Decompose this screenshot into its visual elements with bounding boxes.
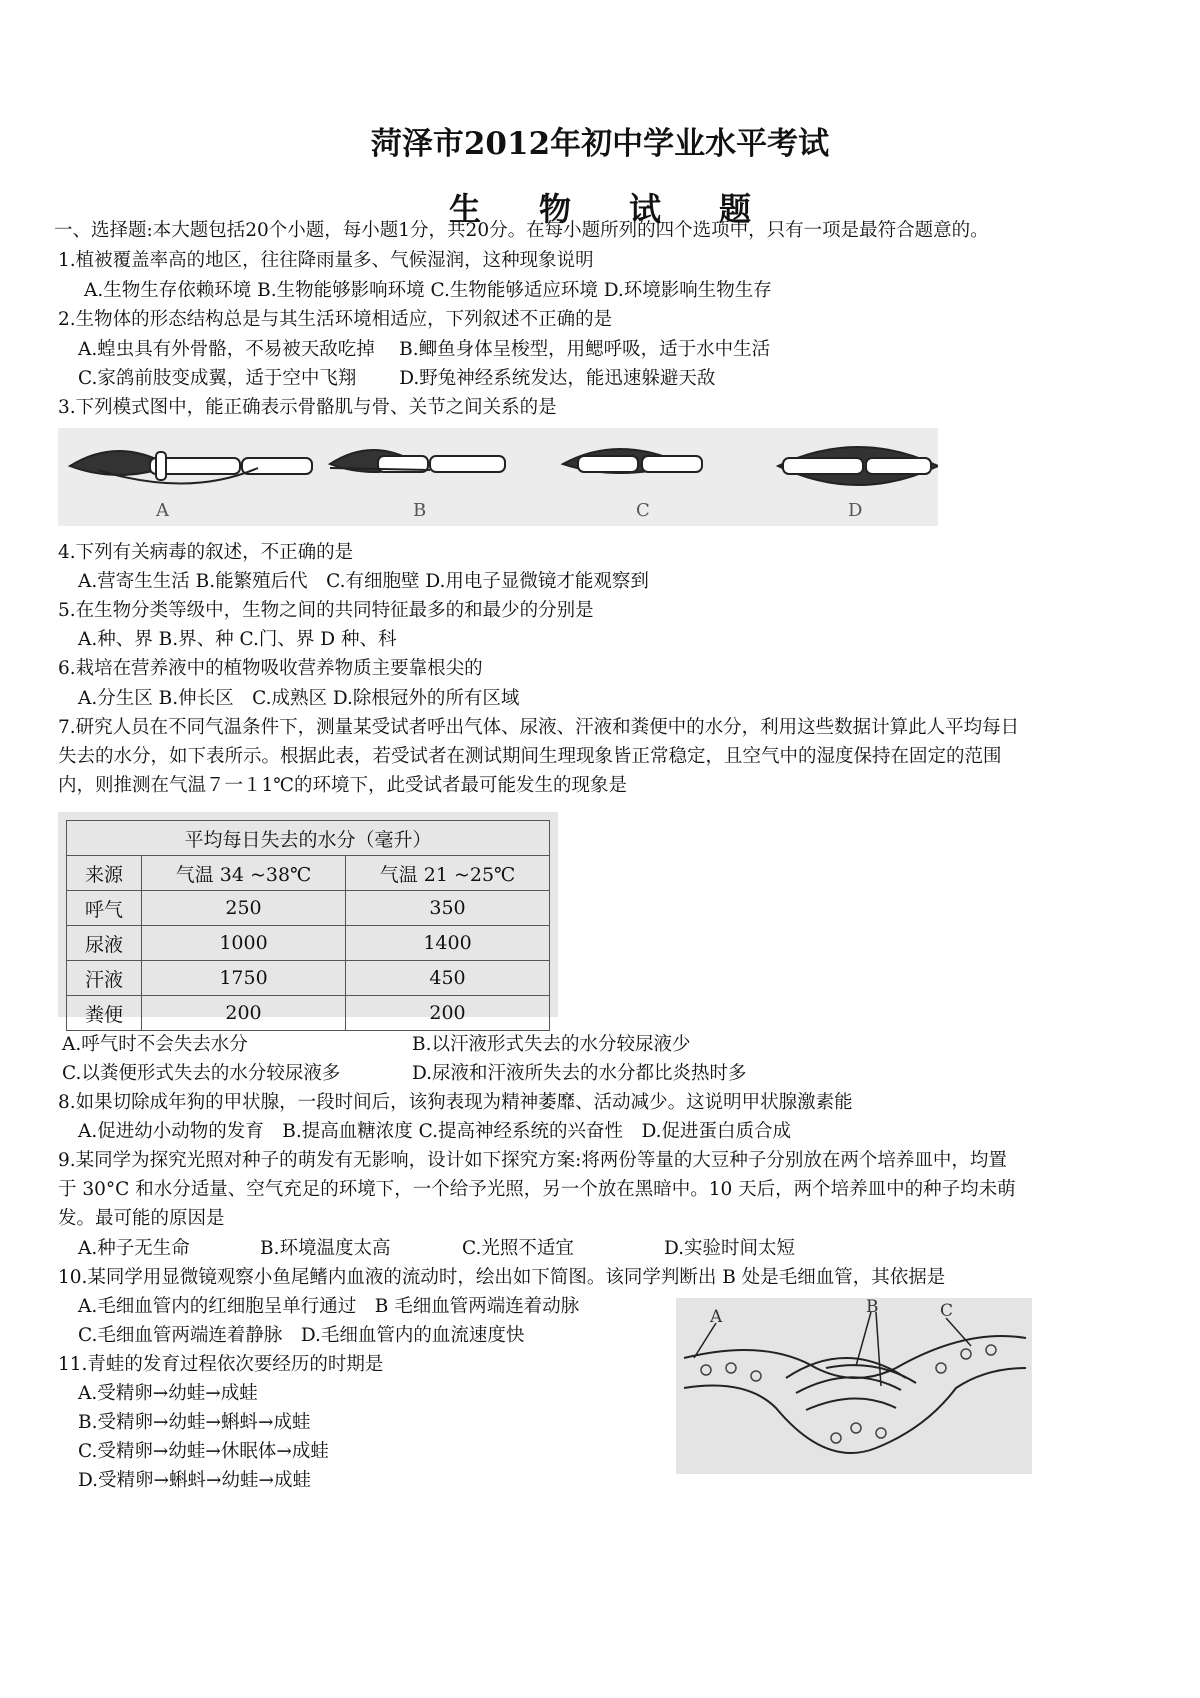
- q2-options-1: A.蝗虫具有外骨骼，不易被天敌吃掉 B.鲫鱼身体呈梭型，用鳃呼吸，适于水中生活: [78, 339, 771, 360]
- table-cell: 200: [142, 996, 346, 1031]
- q11-option-c: C.受精卵→幼蛙→休眠体→成蛙: [78, 1441, 329, 1462]
- q11-option-d: D.受精卵→蝌蚪→幼蛙→成蛙: [78, 1470, 312, 1491]
- q8-options: A.促进幼小动物的发育 B.提高血糖浓度 C.提高神经系统的兴奋性 D.促进蛋白质合成: [78, 1121, 792, 1142]
- table-caption: 平均每日失去的水分（毫升）: [67, 821, 550, 856]
- q5-stem: 5.在生物分类等级中，生物之间的共同特征最多的和最少的分别是: [58, 600, 594, 621]
- fig-label-c: C: [636, 500, 650, 521]
- q11-stem: 11.青蛙的发育过程依次要经历的时期是: [58, 1354, 384, 1375]
- q2-options-2: C.家鸽前肢变成翼，适于空中飞翔 D.野兔神经系统发达，能迅速躲避天敌: [78, 368, 716, 389]
- table-row: [67, 961, 550, 996]
- table-cell: 200: [346, 996, 550, 1031]
- table-cell: 250: [142, 891, 346, 926]
- q9-stem-2: 于 30°C 和水分适量、空气充足的环境下，一个给予光照，另一个放在黑暗中。10 天后，两个培养皿中的种子均未萌: [58, 1179, 1016, 1200]
- table-cell: 350: [346, 891, 550, 926]
- fig-label-b: B: [413, 500, 427, 521]
- q1-stem: 1.植被覆盖率高的地区，往往降雨量多、气候湿润，这种现象说明: [58, 250, 594, 271]
- fig-label-a: A: [156, 500, 169, 521]
- table-row: [67, 891, 550, 926]
- table-cell: 呼气: [67, 891, 142, 926]
- table-header: 气温 21 ~25℃: [346, 856, 550, 891]
- q7-option-b: B.以汗液形式失去的水分较尿液少: [412, 1034, 691, 1055]
- capillary-label-c: C: [940, 1301, 954, 1321]
- q4-stem: 4.下列有关病毒的叙述，不正确的是: [58, 542, 354, 563]
- q8-stem: 8.如果切除成年狗的甲状腺，一段时间后，该狗表现为精神萎靡、活动减少。这说明甲状腺激素能: [58, 1092, 853, 1113]
- table-header: 气温 34 ~38℃: [142, 856, 346, 891]
- capillary-label-a: A: [710, 1307, 723, 1327]
- q7-stem-3: 内，则推测在气温７一１1℃的环境下，此受试者最可能发生的现象是: [58, 775, 627, 796]
- q2-stem: 2.生物体的形态结构总是与其生活环境相适应，下列叙述不正确的是: [58, 309, 613, 330]
- q10-stem: 10.某同学用显微镜观察小鱼尾鳍内血液的流动时，绘出如下简图。该同学判断出 B 处是毛细血管，其依据是: [58, 1267, 946, 1288]
- table-cell: 尿液: [67, 926, 142, 961]
- q11-option-a: A.受精卵→幼蛙→成蛙: [78, 1383, 258, 1404]
- section-instructions: 一、选择题:本大题包括20个小题，每小题1分，共20分。在每小题所列的四个选项中，只有一项是最符合题意的。: [54, 220, 989, 241]
- q6-stem: 6.栽培在营养液中的植物吸收营养物质主要靠根尖的: [58, 658, 483, 679]
- table-row: [67, 996, 550, 1031]
- table-cell: 粪便: [67, 996, 142, 1031]
- capillary-label-b: B: [866, 1298, 879, 1317]
- table-header: 来源: [67, 856, 142, 891]
- q10-options-1: A.毛细血管内的红细胞呈单行通过 B 毛细血管两端连着动脉: [78, 1296, 580, 1317]
- muscle-bone-figure: [58, 428, 938, 526]
- q7-option-d: D.尿液和汗液所失去的水分都比炎热时多: [412, 1063, 747, 1084]
- q9-option-c: C.光照不适宜: [462, 1238, 574, 1259]
- exam-title: 菏泽市2012年初中学业水平考试: [370, 126, 830, 162]
- q10-options-2: C.毛细血管两端连着静脉 D.毛细血管内的血流速度快: [78, 1325, 525, 1346]
- q9-stem-3: 发。最可能的原因是: [58, 1208, 225, 1229]
- table-cell: 1000: [142, 926, 346, 961]
- exam-subtitle: 生物试题: [448, 190, 809, 228]
- q6-options: A.分生区 B.伸长区 C.成熟区 D.除根冠外的所有区域: [78, 688, 520, 709]
- table-cell: 1750: [142, 961, 346, 996]
- water-loss-table-figure: [58, 812, 558, 1026]
- q9-option-d: D.实验时间太短: [664, 1238, 796, 1259]
- q1-options: A.生物生存依赖环境 B.生物能够影响环境 C.生物能够适应环境 D.环境影响生物生存: [84, 280, 772, 301]
- q7-stem-1: 7.研究人员在不同气温条件下，测量某受试者呼出气体、尿液、汗液和粪便中的水分，利用这些数据计算此人平均每日: [58, 717, 1020, 738]
- table-cell: 1400: [346, 926, 550, 961]
- q7-option-a: A.呼气时不会失去水分: [62, 1034, 248, 1055]
- q9-option-b: B.环境温度太高: [260, 1238, 391, 1259]
- q9-option-a: A.种子无生命: [78, 1238, 190, 1259]
- q5-options: A.种、界 B.界、种 C.门、界 D 种、科: [78, 629, 397, 650]
- q9-stem-1: 9.某同学为探究光照对种子的萌发有无影响，设计如下探究方案:将两份等量的大豆种子分别放在两个培养皿中，均置: [58, 1150, 1007, 1171]
- table-row: [67, 926, 550, 961]
- q4-options: A.营寄生生活 B.能繁殖后代 C.有细胞壁 D.用电子显微镜才能观察到: [78, 571, 649, 592]
- capillary-figure: [676, 1298, 1032, 1474]
- fig-label-d: D: [848, 500, 863, 521]
- table-cell: 汗液: [67, 961, 142, 996]
- q11-option-b: B.受精卵→幼蛙→蝌蚪→成蛙: [78, 1412, 311, 1433]
- q7-option-c: C.以粪便形式失去的水分较尿液多: [62, 1063, 341, 1084]
- table-cell: 450: [346, 961, 550, 996]
- q7-stem-2: 失去的水分，如下表所示。根据此表，若受试者在测试期间生理现象皆正常稳定，且空气中的湿度保持在固定的范围: [58, 746, 1002, 767]
- q3-stem: 3.下列模式图中，能正确表示骨骼肌与骨、关节之间关系的是: [58, 397, 557, 418]
- water-loss-table: [66, 820, 550, 1031]
